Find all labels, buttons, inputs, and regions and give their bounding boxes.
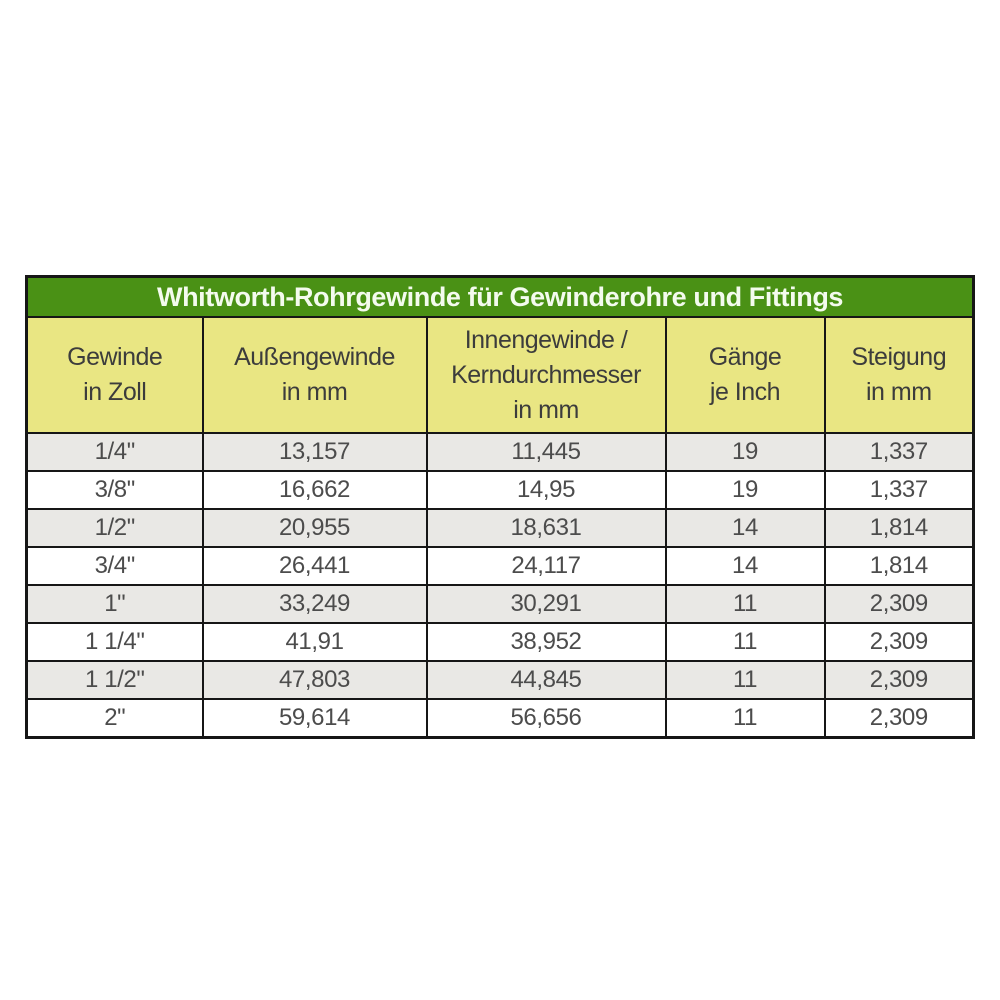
table-cell: 1/2" [27,509,203,547]
table-cell: 2,309 [825,623,974,661]
table-cell: 14,95 [427,471,666,509]
column-header: Innengewinde / Kerndurchmesser in mm [427,317,666,433]
table-cell: 19 [666,433,825,471]
column-header: Gänge je Inch [666,317,825,433]
table-cell: 41,91 [203,623,427,661]
table-cell: 26,441 [203,547,427,585]
table-cell: 30,291 [427,585,666,623]
table-cell: 56,656 [427,699,666,738]
title-row [27,277,974,318]
column-header: Außengewinde in mm [203,317,427,433]
column-header: Gewinde in Zoll [27,317,203,433]
table-cell: 2" [27,699,203,738]
table-cell: 33,249 [203,585,427,623]
table-body [27,433,974,738]
table-cell: 59,614 [203,699,427,738]
table-cell: 1,337 [825,433,974,471]
header-row [27,317,974,433]
table-cell: 44,845 [427,661,666,699]
table-row [27,471,974,509]
table-cell: 1,814 [825,509,974,547]
column-header: Steigung in mm [825,317,974,433]
table-cell: 1" [27,585,203,623]
table-cell: 47,803 [203,661,427,699]
table-cell: 11 [666,623,825,661]
table-cell: 2,309 [825,699,974,738]
table-cell: 13,157 [203,433,427,471]
table-cell: 14 [666,509,825,547]
table-cell: 11,445 [427,433,666,471]
table-cell: 14 [666,547,825,585]
table-row [27,661,974,699]
table-cell: 11 [666,585,825,623]
table-cell: 20,955 [203,509,427,547]
table-cell: 11 [666,699,825,738]
table-row [27,509,974,547]
table-cell: 2,309 [825,585,974,623]
table-cell: 19 [666,471,825,509]
table-cell: 1,337 [825,471,974,509]
table-cell: 16,662 [203,471,427,509]
table-title: Whitworth-Rohrgewinde für Gewinderohre und Fittings [27,277,974,318]
table-row [27,699,974,738]
table-cell: 1,814 [825,547,974,585]
table-row [27,433,974,471]
table-cell: 3/8" [27,471,203,509]
table-cell: 11 [666,661,825,699]
table-cell: 38,952 [427,623,666,661]
table-row [27,547,974,585]
table-row [27,623,974,661]
table-cell: 1/4" [27,433,203,471]
table-cell: 18,631 [427,509,666,547]
table-cell: 3/4" [27,547,203,585]
table-cell: 2,309 [825,661,974,699]
table-cell: 24,117 [427,547,666,585]
table-cell: 1 1/2" [27,661,203,699]
table-row [27,585,974,623]
table-cell: 1 1/4" [27,623,203,661]
whitworth-thread-table [25,275,975,739]
